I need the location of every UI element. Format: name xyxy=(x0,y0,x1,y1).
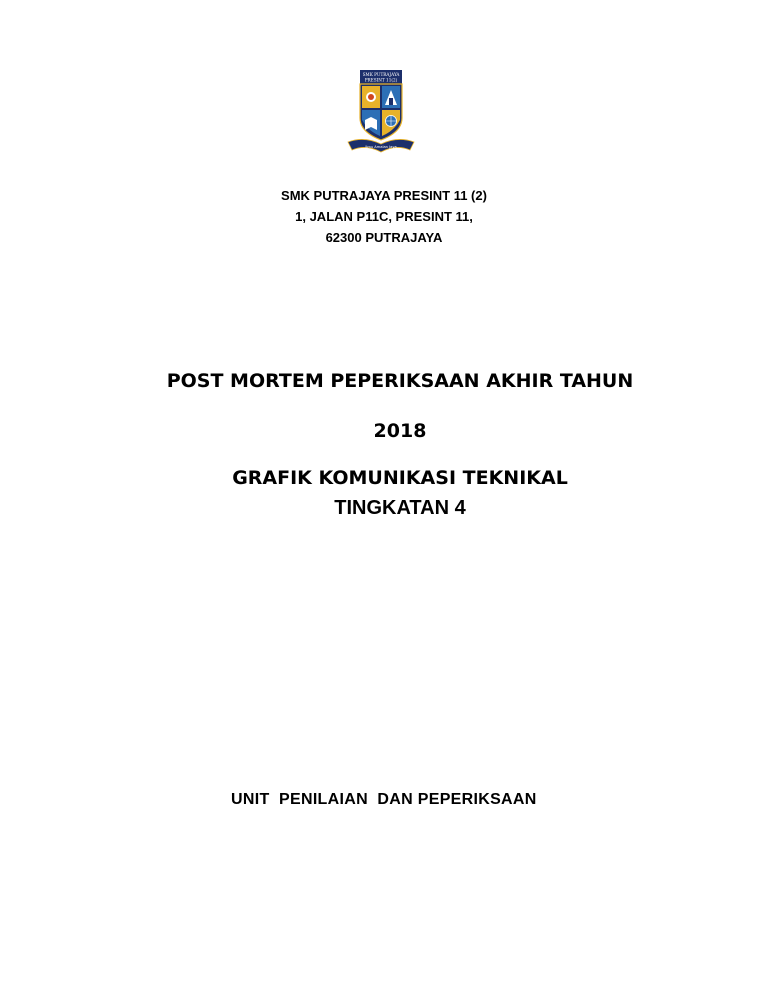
svg-text:Ilmu Amalan Jaya: Ilmu Amalan Jaya xyxy=(365,145,397,149)
unit-name: UNIT PENILAIAN DAN PEPERIKSAAN xyxy=(231,791,537,808)
svg-text:SMK PUTRAJAYA: SMK PUTRAJAYA xyxy=(362,72,400,77)
document-year: 2018 xyxy=(373,420,427,442)
form-level: TINGKATAN 4 xyxy=(334,497,466,519)
subject-title: GRAFIK KOMUNIKASI TEKNIKAL xyxy=(232,467,568,489)
address-line-1: 1, JALAN P11C, PRESINT 11, xyxy=(295,209,473,224)
svg-text:PRESINT 11(2): PRESINT 11(2) xyxy=(364,77,398,83)
school-name: SMK PUTRAJAYA PRESINT 11 (2) xyxy=(281,188,487,203)
school-address-block xyxy=(250,185,518,248)
school-crest-logo xyxy=(344,70,418,156)
address-line-2: 62300 PUTRAJAYA xyxy=(325,230,443,245)
document-title: POST MORTEM PEPERIKSAAN AKHIR TAHUN xyxy=(166,370,634,392)
